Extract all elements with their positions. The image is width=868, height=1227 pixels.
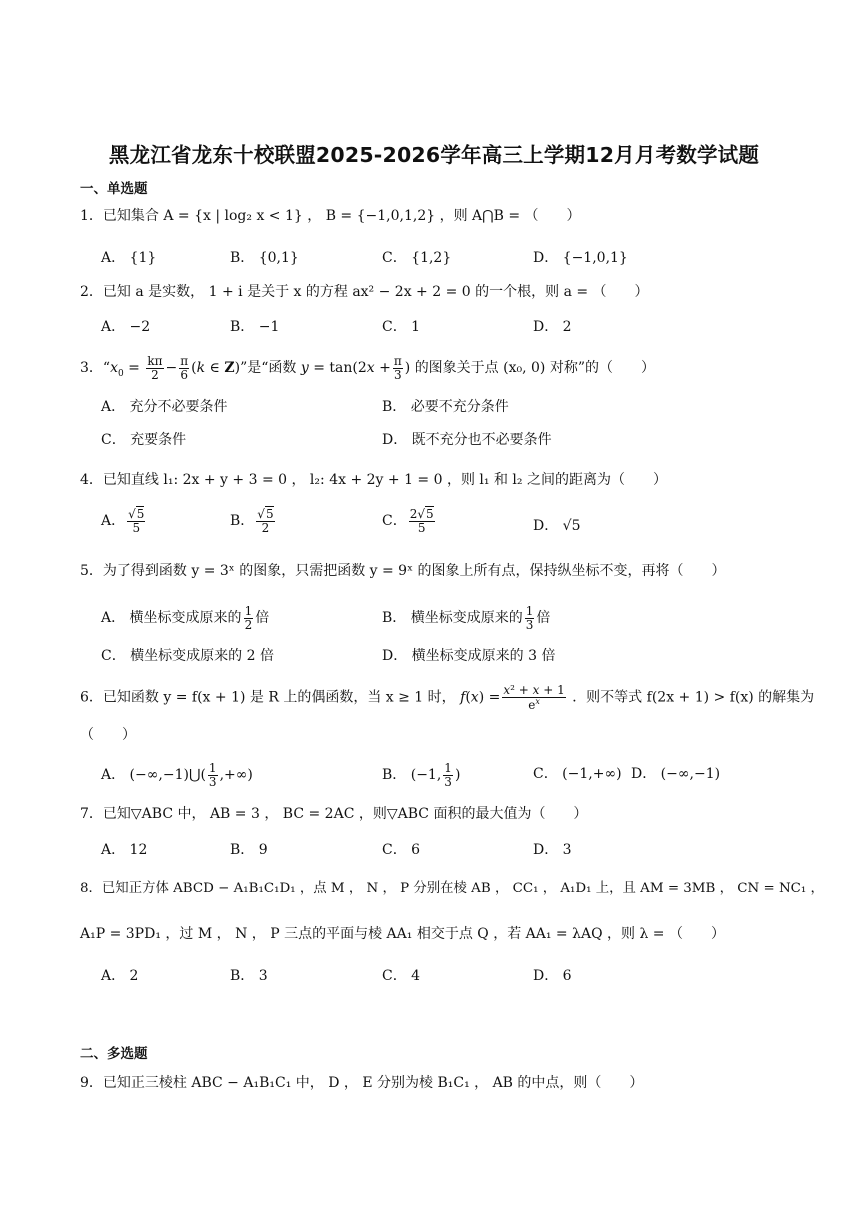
question-4-option-b: B． $\frac{√5}{2}$ [230, 507, 274, 535]
question-7-option-a: A． 12 [101, 842, 148, 858]
question-1-stem: 1．已知集合 A = {x | log₂ x < 1} ， B = {−1,0,1,2} ，则 A⋂B = （ ） [80, 208, 581, 224]
question-8-option-c: C． 4 [382, 968, 421, 984]
question-5-stem: 5．为了得到函数 y = 3ˣ 的图象，只需把函数 y = 9ˣ 的图象上所有点，保持纵坐标不变，再将（ ） [80, 563, 726, 579]
question-4-option-a: A． $\frac{√5}{5}$ [101, 507, 145, 535]
question-6-stem-continued: （ ） [80, 727, 136, 743]
question-1-option-a: A． {1} [101, 250, 157, 266]
question-1-option-d: D． {−1,0,1} [533, 250, 628, 266]
question-2-option-c: C． 1 [382, 319, 421, 335]
question-8-stem-line-1: 8．已知正方体 ABCD − A₁B₁C₁D₁ ，点 M ， N ， P 分别在棱 AB ， CC₁ ， A₁D₁ 上，且 AM = 3MB ， CN = NC₁ ， [80, 881, 824, 896]
question-2-option-a: A． −2 [101, 319, 151, 335]
question-3-stem: 3．“$x_0$ = $\frac{k\pi}{2}$ − $\frac{\pi}{6}$ (k ∈ Z)”是“函数 y = tan(2x + $\frac{\pi}{3}$ ) 的图象关于点 (x₀, 0) 对称”的（ ） [80, 354, 655, 382]
question-1-option-c: C． {1,2} [382, 250, 452, 266]
question-5-option-d: D． 横坐标变成原来的 3 倍 [382, 648, 556, 664]
question-3-option-d: D． 既不充分也不必要条件 [382, 432, 552, 448]
question-3-option-a: A． 充分不必要条件 [101, 399, 228, 415]
page-title: 黑龙江省龙东十校联盟2025-2026学年高三上学期12月月考数学试题 [108, 143, 760, 167]
question-8-stem-line-2: A₁P = 3PD₁ ，过 M ， N ， P 三点的平面与棱 AA₁ 相交于点 Q ，若 AA₁ = λAQ ，则 λ = （ ） [80, 926, 725, 942]
question-3-option-c: C． 充要条件 [101, 432, 187, 448]
question-7-option-d: D． 3 [533, 842, 572, 858]
question-3-option-b: B． 必要不充分条件 [382, 399, 509, 415]
fraction-pi-over-6: $\frac{\pi}{6}$ [180, 354, 189, 382]
question-7-option-c: C． 6 [382, 842, 421, 858]
fraction-k-pi-over-2: $\frac{k\pi}{2}$ [147, 354, 163, 382]
question-5-option-a: A． 横坐标变成原来的 $\frac{1}{2}$ 倍 [101, 604, 270, 632]
question-4-stem: 4．已知直线 l₁: 2x + y + 3 = 0 ， l₂: 4x + 2y + 1 = 0 ，则 l₁ 和 l₂ 之间的距离为（ ） [80, 472, 667, 488]
question-7-option-b: B． 9 [230, 842, 268, 858]
fraction-pi-over-3: $\frac{\pi}{3}$ [393, 354, 402, 382]
question-6-option-c: C． (−1,+∞) [533, 766, 622, 782]
question-5-option-b: B． 横坐标变成原来的 $\frac{1}{3}$ 倍 [382, 604, 551, 632]
question-5-option-c: C． 横坐标变成原来的 2 倍 [101, 648, 274, 664]
question-8-option-b: B． 3 [230, 968, 268, 984]
question-6-option-b: B． (−1, $\frac{1}{3}$ ) [382, 761, 461, 789]
section-multiple-choice: 二、多选题 [80, 1046, 148, 1062]
question-8-option-a: A． 2 [101, 968, 139, 984]
question-6-option-d: D． (−∞,−1) [631, 766, 721, 782]
fraction-x2-x-1-over-ex: $\frac{\text{x² + x + 1}}{e^x}$ [503, 683, 565, 712]
question-9-stem: 9．已知正三棱柱 ABC − A₁B₁C₁ 中， D ， E 分别为棱 B₁C₁ ， AB 的中点，则（ ） [80, 1075, 644, 1091]
question-7-stem: 7．已知▽ABC 中， AB = 3 ， BC = 2AC ，则▽ABC 面积的最大值为（ ） [80, 806, 588, 822]
question-6-option-a: A． (−∞,−1)⋃( $\frac{1}{3}$ ,+∞) [101, 761, 253, 789]
question-2-option-b: B． −1 [230, 319, 280, 335]
question-1-option-b: B． {0,1} [230, 250, 299, 266]
question-8-option-d: D． 6 [533, 968, 572, 984]
question-4-option-c: C． $\frac{2√5}{5}$ [382, 507, 434, 535]
section-single-choice: 一、单选题 [80, 181, 148, 197]
question-2-stem: 2．已知 a 是实数， 1 + i 是关于 x 的方程 ax² − 2x + 2 = 0 的一个根，则 a = （ ） [80, 284, 649, 300]
question-2-option-d: D． 2 [533, 319, 572, 335]
question-4-option-d: D． √5 [533, 518, 581, 534]
question-6-stem: 6．已知函数 y = f(x + 1) 是 R 上的偶函数，当 x ≥ 1 时， f(x) = $\frac{\text{x² + x + 1}}{e^x}$ ．则不等式 f(2x + 1) > f(x) 的解集为 [80, 683, 815, 712]
